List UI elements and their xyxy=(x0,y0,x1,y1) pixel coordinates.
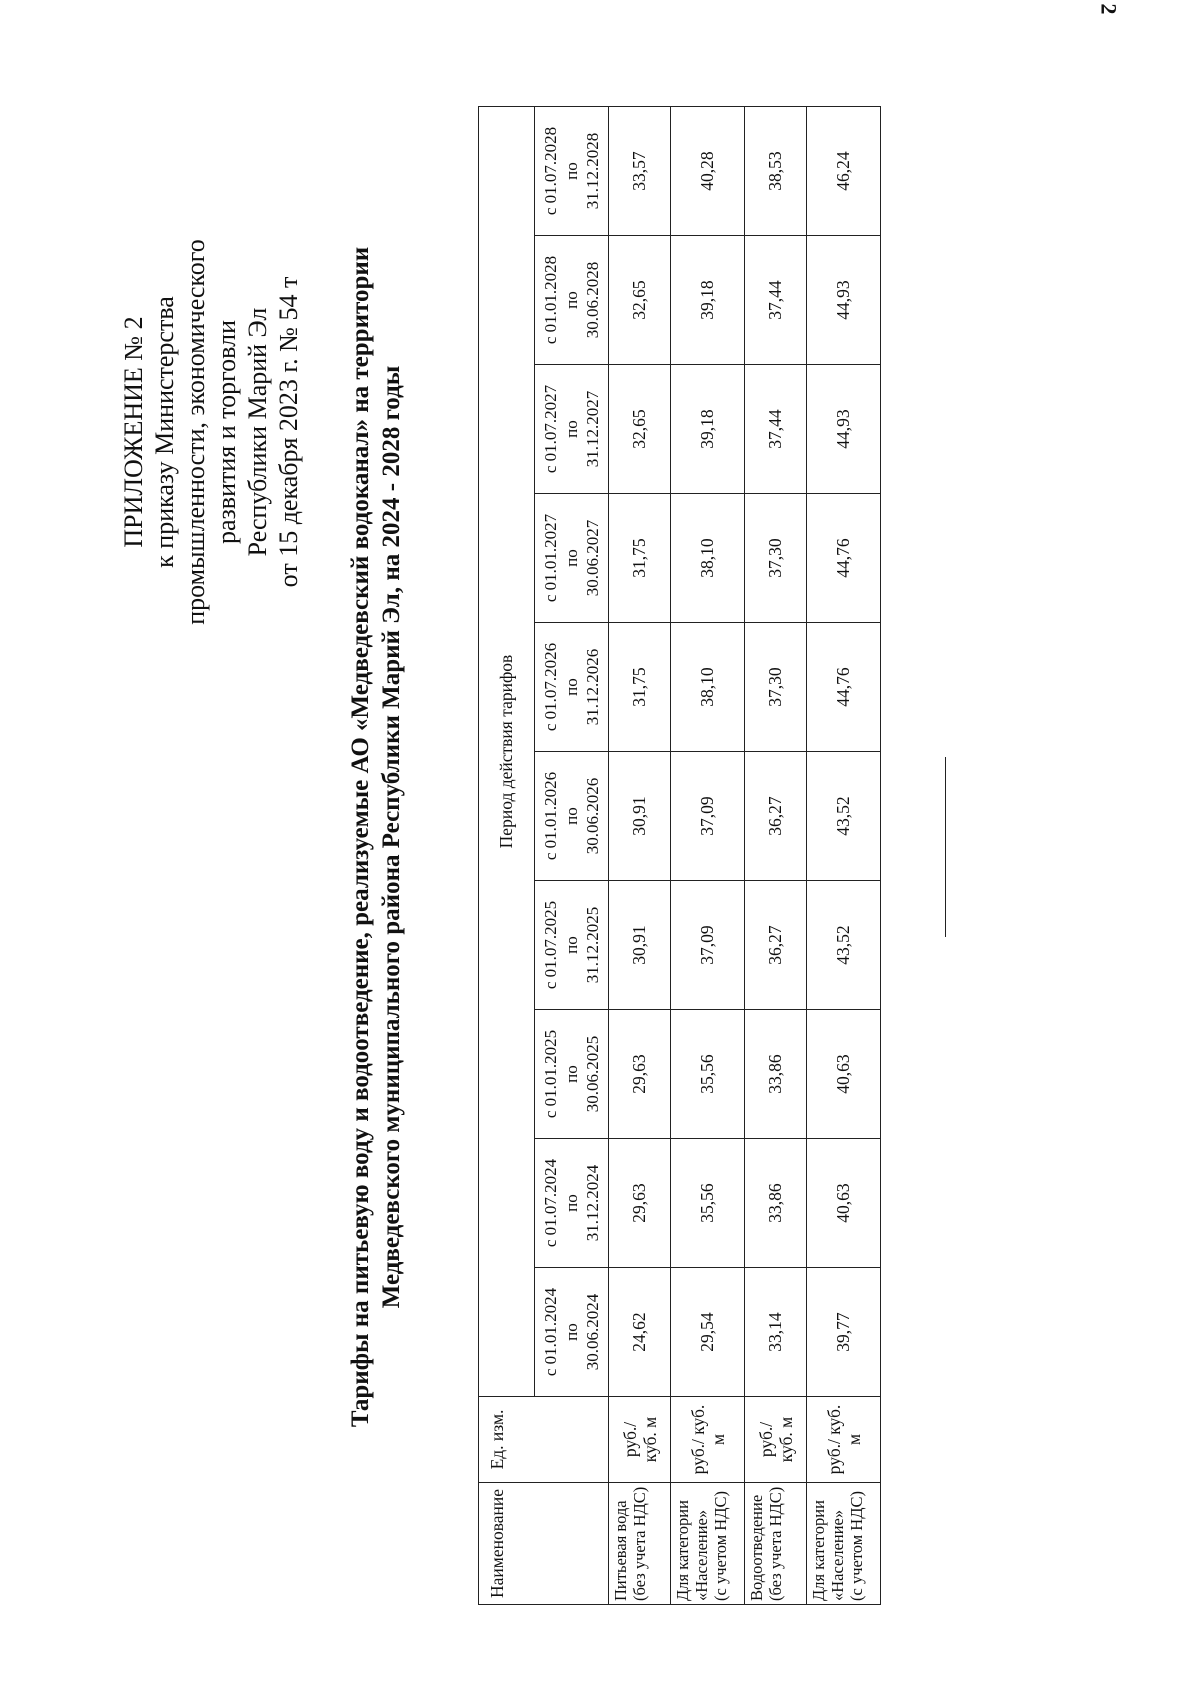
tariff-value-cell: 38,53 xyxy=(745,107,807,236)
table-row xyxy=(807,107,881,1605)
document-title xyxy=(345,167,407,1507)
row-name-line: (с учетом НДС) xyxy=(847,1491,866,1601)
tariff-value-cell: 30,91 xyxy=(609,752,671,881)
tariff-value-cell: 44,76 xyxy=(807,494,881,623)
period-by: по xyxy=(562,678,581,696)
row-name xyxy=(807,1483,881,1605)
row-unit-line: руб./ xyxy=(755,1421,776,1458)
row-name xyxy=(671,1483,745,1605)
period-from: с 01.01.2027 xyxy=(541,513,560,603)
period-to: 31.12.2025 xyxy=(583,906,602,984)
tariff-value-cell: 37,44 xyxy=(745,365,807,494)
tariff-value-cell: 39,77 xyxy=(807,1268,881,1397)
header-period: Период действия тарифов xyxy=(479,107,535,1397)
row-name-line: «Население» xyxy=(828,1509,847,1601)
row-name-line: (без учета НДС) xyxy=(766,1486,785,1601)
row-name-line: «Население» xyxy=(692,1509,711,1601)
tariff-value-cell: 35,56 xyxy=(671,1010,745,1139)
row-unit-line: руб./ куб. xyxy=(687,1404,708,1475)
period-header-row xyxy=(535,107,609,1605)
period-from: с 01.07.2026 xyxy=(541,642,560,732)
appendix-header xyxy=(118,222,304,642)
period-from: с 01.07.2028 xyxy=(541,126,560,216)
row-name xyxy=(609,1483,671,1605)
tariff-value-cell: 38,10 xyxy=(671,623,745,752)
tariff-value-cell: 33,86 xyxy=(745,1010,807,1139)
page-number: 2 xyxy=(1096,3,1122,15)
tariff-value-cell: 39,18 xyxy=(671,365,745,494)
appendix-line: к приказу Министерства xyxy=(150,296,179,568)
period-by: по xyxy=(562,162,581,180)
appendix-line: развития и торговли xyxy=(212,320,241,545)
period-from: с 01.01.2028 xyxy=(541,255,560,345)
row-unit xyxy=(671,1397,745,1483)
row-unit xyxy=(807,1397,881,1483)
row-unit-line: м xyxy=(843,1433,864,1446)
row-name-line: Для категории xyxy=(809,1500,828,1601)
period-to: 31.12.2027 xyxy=(583,390,602,468)
row-unit xyxy=(745,1397,807,1483)
appendix-line: промышленности, экономического xyxy=(181,239,210,625)
period-from: с 01.01.2026 xyxy=(541,771,560,861)
period-header-cell xyxy=(535,752,609,881)
period-to: 30.06.2024 xyxy=(583,1293,602,1371)
title-line-2: Медведевского муниципального района Республики Марий Эл, на 2024 - 2028 годы xyxy=(378,365,405,1309)
appendix-line: Республики Марий Эл xyxy=(243,307,272,557)
tariff-value-cell: 40,63 xyxy=(807,1010,881,1139)
period-by: по xyxy=(562,807,581,825)
row-name-line: Питьевая вода xyxy=(611,1500,630,1601)
tariff-value-cell: 32,65 xyxy=(609,236,671,365)
tariff-value-cell: 31,75 xyxy=(609,623,671,752)
period-by: по xyxy=(562,936,581,954)
title-line-1: Тарифы на питьевую воду и водоотведение, реализуемые АО «Медведевский водоканал» на территории xyxy=(347,246,374,1428)
tariff-value-cell: 37,09 xyxy=(671,752,745,881)
tariff-value-cell: 29,54 xyxy=(671,1268,745,1397)
period-to: 31.12.2026 xyxy=(583,648,602,726)
period-header-cell xyxy=(535,1268,609,1397)
row-unit-line: куб. м xyxy=(639,1416,660,1463)
period-to: 30.06.2027 xyxy=(583,519,602,597)
tariff-value-cell: 38,10 xyxy=(671,494,745,623)
tariff-value-cell: 37,44 xyxy=(745,236,807,365)
table-body xyxy=(609,107,881,1605)
header-unit: Ед. изм. xyxy=(479,1397,609,1483)
tariff-value-cell: 33,57 xyxy=(609,107,671,236)
period-from: с 01.01.2024 xyxy=(541,1287,560,1377)
period-header-cell xyxy=(535,365,609,494)
header-name: Наименование xyxy=(479,1483,609,1605)
table-row xyxy=(609,107,671,1605)
row-name-line: Водоотведение xyxy=(747,1494,766,1601)
row-name-line: (без учета НДС) xyxy=(630,1486,649,1601)
tariff-value-cell: 40,28 xyxy=(671,107,745,236)
period-header-cell xyxy=(535,107,609,236)
tariff-value-cell: 33,86 xyxy=(745,1139,807,1268)
row-name-line: (с учетом НДС) xyxy=(711,1491,730,1601)
tariff-value-cell: 43,52 xyxy=(807,752,881,881)
period-from: с 01.07.2024 xyxy=(541,1158,560,1248)
tariff-value-cell: 37,30 xyxy=(745,623,807,752)
period-header-cell xyxy=(535,881,609,1010)
tariff-value-cell: 46,24 xyxy=(807,107,881,236)
tariff-value-cell: 24,62 xyxy=(609,1268,671,1397)
period-from: с 01.07.2025 xyxy=(541,900,560,990)
row-name xyxy=(745,1483,807,1605)
period-to: 30.06.2025 xyxy=(583,1035,602,1113)
tariff-value-cell: 31,75 xyxy=(609,494,671,623)
period-header-cell xyxy=(535,1139,609,1268)
period-by: по xyxy=(562,549,581,567)
period-by: по xyxy=(562,1323,581,1341)
tariff-value-cell: 44,93 xyxy=(807,365,881,494)
tariff-value-cell: 40,63 xyxy=(807,1139,881,1268)
period-by: по xyxy=(562,1065,581,1083)
appendix-line: от 15 декабря 2023 г. № 54 т xyxy=(274,276,303,588)
period-from: с 01.07.2027 xyxy=(541,384,560,474)
tariff-value-cell: 29,63 xyxy=(609,1139,671,1268)
period-to: 30.06.2028 xyxy=(583,261,602,339)
tariff-table xyxy=(478,106,881,1605)
tariff-value-cell: 30,91 xyxy=(609,881,671,1010)
row-unit-line: м xyxy=(707,1433,728,1446)
row-name-line: Для категории xyxy=(673,1500,692,1601)
table-row xyxy=(745,107,807,1605)
period-header-cell xyxy=(535,623,609,752)
tariff-value-cell: 37,09 xyxy=(671,881,745,1010)
tariff-value-cell: 44,93 xyxy=(807,236,881,365)
tariff-value-cell: 43,52 xyxy=(807,881,881,1010)
tariff-value-cell: 33,14 xyxy=(745,1268,807,1397)
tariff-value-cell: 36,27 xyxy=(745,881,807,1010)
tariff-value-cell: 29,63 xyxy=(609,1010,671,1139)
period-by: по xyxy=(562,420,581,438)
signature-line xyxy=(945,757,946,937)
row-unit-line: куб. м xyxy=(775,1416,796,1463)
period-by: по xyxy=(562,291,581,309)
row-unit xyxy=(609,1397,671,1483)
period-header-cell xyxy=(535,494,609,623)
tariff-value-cell: 32,65 xyxy=(609,365,671,494)
tariff-value-cell: 36,27 xyxy=(745,752,807,881)
row-unit-line: руб./ xyxy=(619,1421,640,1458)
tariff-value-cell: 35,56 xyxy=(671,1139,745,1268)
period-to: 31.12.2024 xyxy=(583,1164,602,1242)
tariff-value-cell: 44,76 xyxy=(807,623,881,752)
tariff-value-cell: 39,18 xyxy=(671,236,745,365)
period-header-cell xyxy=(535,236,609,365)
period-from: с 01.01.2025 xyxy=(541,1029,560,1119)
period-by: по xyxy=(562,1194,581,1212)
table-row xyxy=(671,107,745,1605)
period-to: 31.12.2028 xyxy=(583,132,602,210)
row-unit-line: руб./ куб. xyxy=(823,1404,844,1475)
tariff-value-cell: 37,30 xyxy=(745,494,807,623)
appendix-line: ПРИЛОЖЕНИЕ № 2 xyxy=(119,316,148,548)
period-to: 30.06.2026 xyxy=(583,777,602,855)
period-header-cell xyxy=(535,1010,609,1139)
